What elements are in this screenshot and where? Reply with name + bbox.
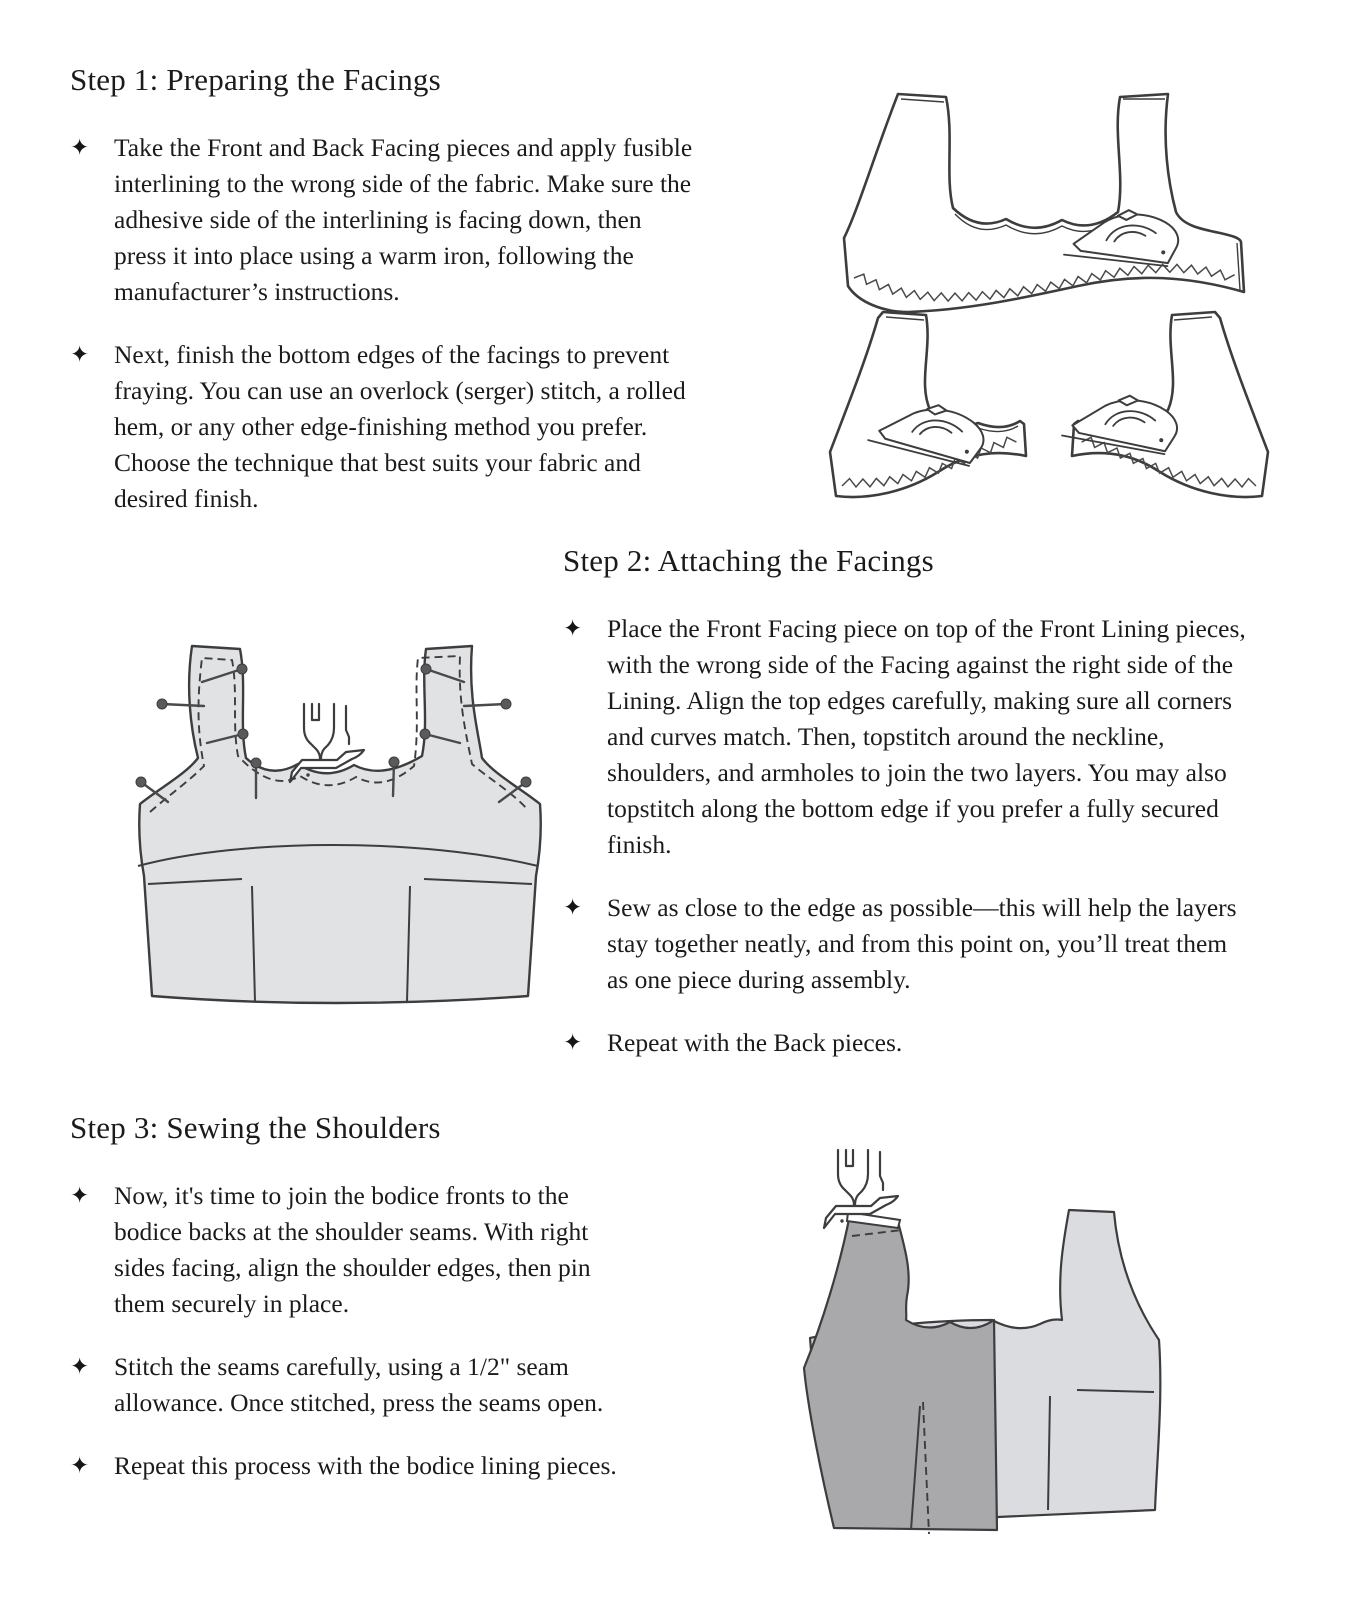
step2-bullet-2: Sew as close to the edge as possible—this will help the layers stay together neatly, and from this point on, you’ll treat them as one piece during assembly. bbox=[607, 893, 1237, 994]
star-bullet-icon: ✦ bbox=[70, 342, 90, 368]
bodice-front-with-facing bbox=[138, 646, 541, 1003]
back-facing-piece-right bbox=[1072, 312, 1268, 497]
front-facing-piece bbox=[844, 94, 1244, 312]
star-bullet-icon: ✦ bbox=[563, 895, 583, 921]
step2-illustration-facing-pinned bbox=[92, 606, 574, 1012]
step2-bullet-1: Place the Front Facing piece on top of the Front Lining pieces, with the wrong side of the Facing against the right side of the Lining. Align the top edges carefully, making sure all corners and curves match. Then, topstitch around the neckline, shoulders, and armholes to join the two layers. You may also topstitch along the bottom edge if you prefer a fully secured finish. bbox=[607, 614, 1246, 859]
list-item bbox=[70, 1178, 638, 1322]
step2-section bbox=[563, 543, 1251, 1088]
facings-with-irons-drawing bbox=[788, 80, 1310, 512]
step1-bullet-1: Take the Front and Back Facing pieces and apply fusible interlining to the wrong side of the fabric. Make sure the adhesive side of the interlining is facing down, then press it into place using a warm iron, following the manufacturer’s instructions. bbox=[114, 133, 693, 306]
step2-title: Step 2: Attaching the Facings bbox=[563, 543, 934, 578]
star-bullet-icon: ✦ bbox=[70, 1453, 90, 1479]
step1-title: Step 1: Preparing the Facings bbox=[70, 62, 441, 97]
step3-bullet-3: Repeat this process with the bodice lining pieces. bbox=[114, 1451, 617, 1480]
list-item bbox=[70, 1448, 638, 1484]
step3-bullet-1: Now, it's time to join the bodice fronts to the bodice backs at the shoulder seams. With right sides facing, align the shoulder edges, then pin them securely in place. bbox=[114, 1181, 591, 1318]
step2-bullet-list bbox=[563, 611, 1251, 1061]
step1-bullet-list bbox=[70, 130, 695, 517]
step3-title: Step 3: Sewing the Shoulders bbox=[70, 1110, 441, 1145]
list-item bbox=[563, 611, 1251, 863]
step3-bullet-2: Stitch the seams carefully, using a 1/2" seam allowance. Once stitched, press the seams open. bbox=[114, 1352, 604, 1417]
step3-bullet-list bbox=[70, 1178, 638, 1484]
step1-illustration-facings-pressed bbox=[788, 80, 1310, 512]
list-item bbox=[563, 890, 1251, 998]
star-bullet-icon: ✦ bbox=[70, 1183, 90, 1209]
bodice-shoulder-drawing bbox=[770, 1138, 1252, 1600]
step3-illustration-shoulder-seam bbox=[770, 1138, 1252, 1600]
bodice-front-piece bbox=[804, 1212, 997, 1534]
star-bullet-icon: ✦ bbox=[563, 1030, 583, 1056]
step1-section bbox=[70, 62, 695, 544]
step2-bullet-3: Repeat with the Back pieces. bbox=[607, 1028, 903, 1057]
pinned-bodice-drawing bbox=[92, 606, 574, 1012]
step1-bullet-2: Next, finish the bottom edges of the facings to prevent fraying. You can use an overlock (serger) stitch, a rolled hem, or any other edge-finishing method you prefer. Choose the technique that best suits your fabric and desired finish. bbox=[114, 340, 686, 513]
list-item bbox=[563, 1025, 1251, 1061]
star-bullet-icon: ✦ bbox=[563, 616, 583, 642]
step3-section bbox=[70, 1110, 638, 1511]
list-item bbox=[70, 337, 695, 517]
star-bullet-icon: ✦ bbox=[70, 135, 90, 161]
list-item bbox=[70, 1349, 638, 1421]
back-facing-piece-left bbox=[830, 312, 1026, 497]
list-item bbox=[70, 130, 695, 310]
star-bullet-icon: ✦ bbox=[70, 1354, 90, 1380]
